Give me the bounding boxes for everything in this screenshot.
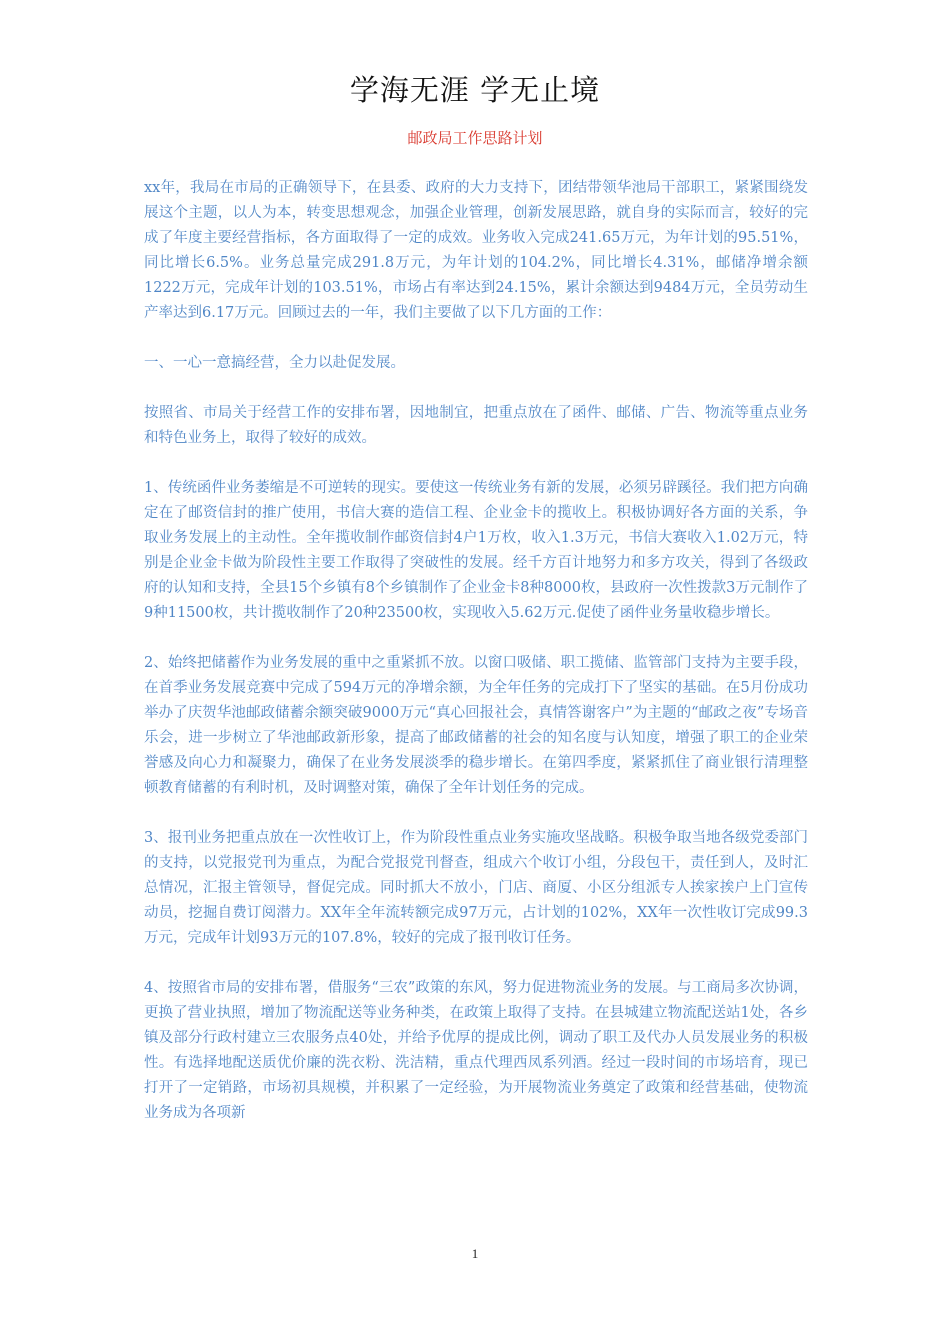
page-number: 1 xyxy=(471,1246,479,1261)
section-heading: 一、一心一意搞经营，全力以赴促发展。 xyxy=(144,355,405,371)
body-paragraph: 1、传统函件业务萎缩是不可逆转的现实。要使这一传统业务有新的发展，必须另辟蹊径。我们把方向确定在了邮资信封的推广使用，书信大赛的造信工程、企业金卡的揽收上。积极协调好各方面的关系，争取业务发展上的主动性。全年揽收制作邮资信封4户1万枚，收入1.3万元，书信大赛收入1.02万元，特别是企业金卡做为阶段性主要工作取得了突破性的发展。经千方百计地努力和多方攻关，得到了各级政府的认知和支持，全县15个乡镇有8个乡镇制作了企业金卡8种8000枚，县政府一次性拨款3万元制作了9种11500枚，共计揽收制作了20种23500枚，实现收入5.62万元.促使了函件业务量收稳步增长。 xyxy=(144,480,808,621)
page-header: 学海无涯 学无止境 xyxy=(349,73,601,107)
document-body xyxy=(144,176,808,1151)
body-paragraph: 4、按照省市局的安排布署，借服务“三农”政策的东风，努力促进物流业务的发展。与工商局多次协调，更换了营业执照，增加了物流配送等业务种类，在政策上取得了支持。在县城建立物流配送站1处，各乡镇及部分行政村建立三农服务点40处，并给予优厚的提成比例，调动了职工及代办人员发展业务的积极性。有选择地配送质优价廉的洗衣粉、洗洁精，重点代理西凤系列酒。经过一段时间的市场培育，现已打开了一定销路，市场初具规模，并积累了一定经验，为开展物流业务奠定了政策和经营基础，使物流业务成为各项新 xyxy=(144,980,808,1121)
body-paragraph: 2、始终把储蓄作为业务发展的重中之重紧抓不放。以窗口吸储、职工揽储、监管部门支持为主要手段，在首季业务发展竞赛中完成了594万元的净增余额，为全年任务的完成打下了坚实的基础。在5月份成功举办了庆贺华池邮政储蓄余额突破9000万元“真心回报社会，真情答谢客户”为主题的“邮政之夜”专场音乐会，进一步树立了华池邮政新形象，提高了邮政储蓄的社会的知名度与认知度，增强了职工的企业荣誉感及向心力和凝聚力，确保了在业务发展淡季的稳步增长。在第四季度，紧紧抓住了商业银行清理整顿教育储蓄的有利时机，及时调整对策，确保了全年计划任务的完成。 xyxy=(144,655,808,796)
body-paragraph: 按照省、市局关于经营工作的安排布署，因地制宜，把重点放在了函件、邮储、广告、物流等重点业务和特色业务上，取得了较好的成效。 xyxy=(144,405,808,446)
body-paragraph: 3、报刊业务把重点放在一次性收订上，作为阶段性重点业务实施攻坚战略。积极争取当地各级党委部门的支持，以党报党刊为重点，为配合党报党刊督查，组成六个收订小组，分段包干，责任到人，及时汇总情况，汇报主管领导，督促完成。同时抓大不放小，门店、商厦、小区分组派专人挨家挨户上门宣传动员，挖掘自费订阅潜力。XX年全年流转额完成97万元，占计划的102%，XX年一次性收订完成99.3万元，完成年计划93万元的107.8%，较好的完成了报刊收订任务。 xyxy=(144,830,808,946)
intro-paragraph: xx年，我局在市局的正确领导下，在县委、政府的大力支持下，团结带领华池局干部职工，紧紧围绕发展这个主题，以人为本，转变思想观念，加强企业管理，创新发展思路，就自身的实际而言，较好的完成了年度主要经营指标，各方面取得了一定的成效。业务收入完成241.65万元，为年计划的95.51%，同比增长6.5%。业务总量完成291.8万元，为年计划的104.2%，同比增长4.31%，邮储净增余额1222万元，完成年计划的103.51%，市场占有率达到24.15%，累计余额达到9484万元，全员劳动生产率达到6.17万元。回顾过去的一年，我们主要做了以下几方面的工作： xyxy=(144,180,808,321)
document-title: 邮政局工作思路计划 xyxy=(407,129,543,147)
